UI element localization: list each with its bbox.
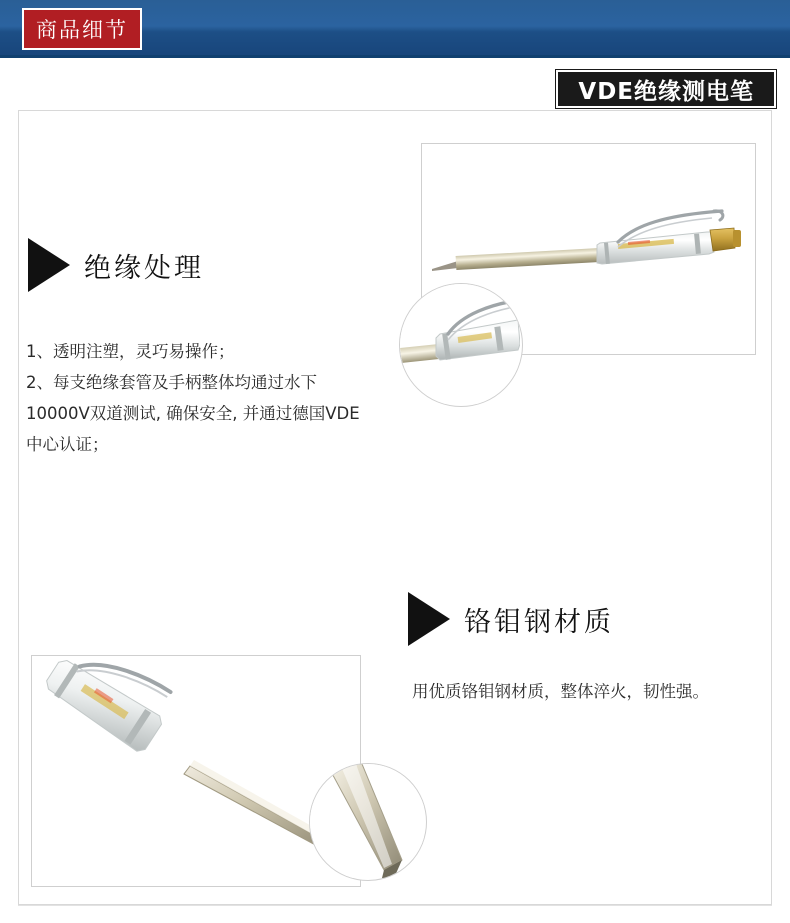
header-bar (0, 0, 790, 58)
section-body-insulation-line1: 1、透明注塑，灵巧易操作； (26, 342, 235, 361)
tester-pen-tip-closeup (310, 764, 424, 878)
section-body-material: 用优质铬钼钢材质，整体淬火，韧性强。 (412, 682, 709, 701)
header-tab-product-details[interactable] (22, 8, 142, 50)
tester-pen-illustration-bottom (32, 656, 360, 886)
header-tab-label: 商品细节 (36, 18, 128, 42)
section-title-insulation: 绝缘处理 (84, 252, 204, 284)
product-title-text: VDE绝缘测电笔 (578, 78, 754, 105)
section-heading-insulation (28, 238, 204, 292)
section-title-material: 铬钼钢材质 (464, 606, 614, 638)
section-body-insulation-line4: 中心认证； (26, 435, 109, 454)
section-heading-material (408, 592, 614, 646)
magnifier-callout-bottom (309, 763, 427, 881)
bottom-divider (18, 905, 772, 906)
section-body-insulation-line2: 2、每支绝缘套管及手柄整体均通过水下 (26, 373, 317, 392)
product-title-plate (556, 70, 776, 108)
magnifier-callout-top (399, 283, 523, 407)
triangle-arrow-icon (28, 238, 70, 292)
triangle-arrow-icon (408, 592, 450, 646)
section-body-insulation (26, 336, 376, 460)
product-photo-bottom (31, 655, 361, 887)
tester-pen-handle-closeup (400, 284, 520, 404)
section-body-insulation-line3: 10000V双道测试, 确保安全, 并通过德国VDE (26, 404, 360, 423)
